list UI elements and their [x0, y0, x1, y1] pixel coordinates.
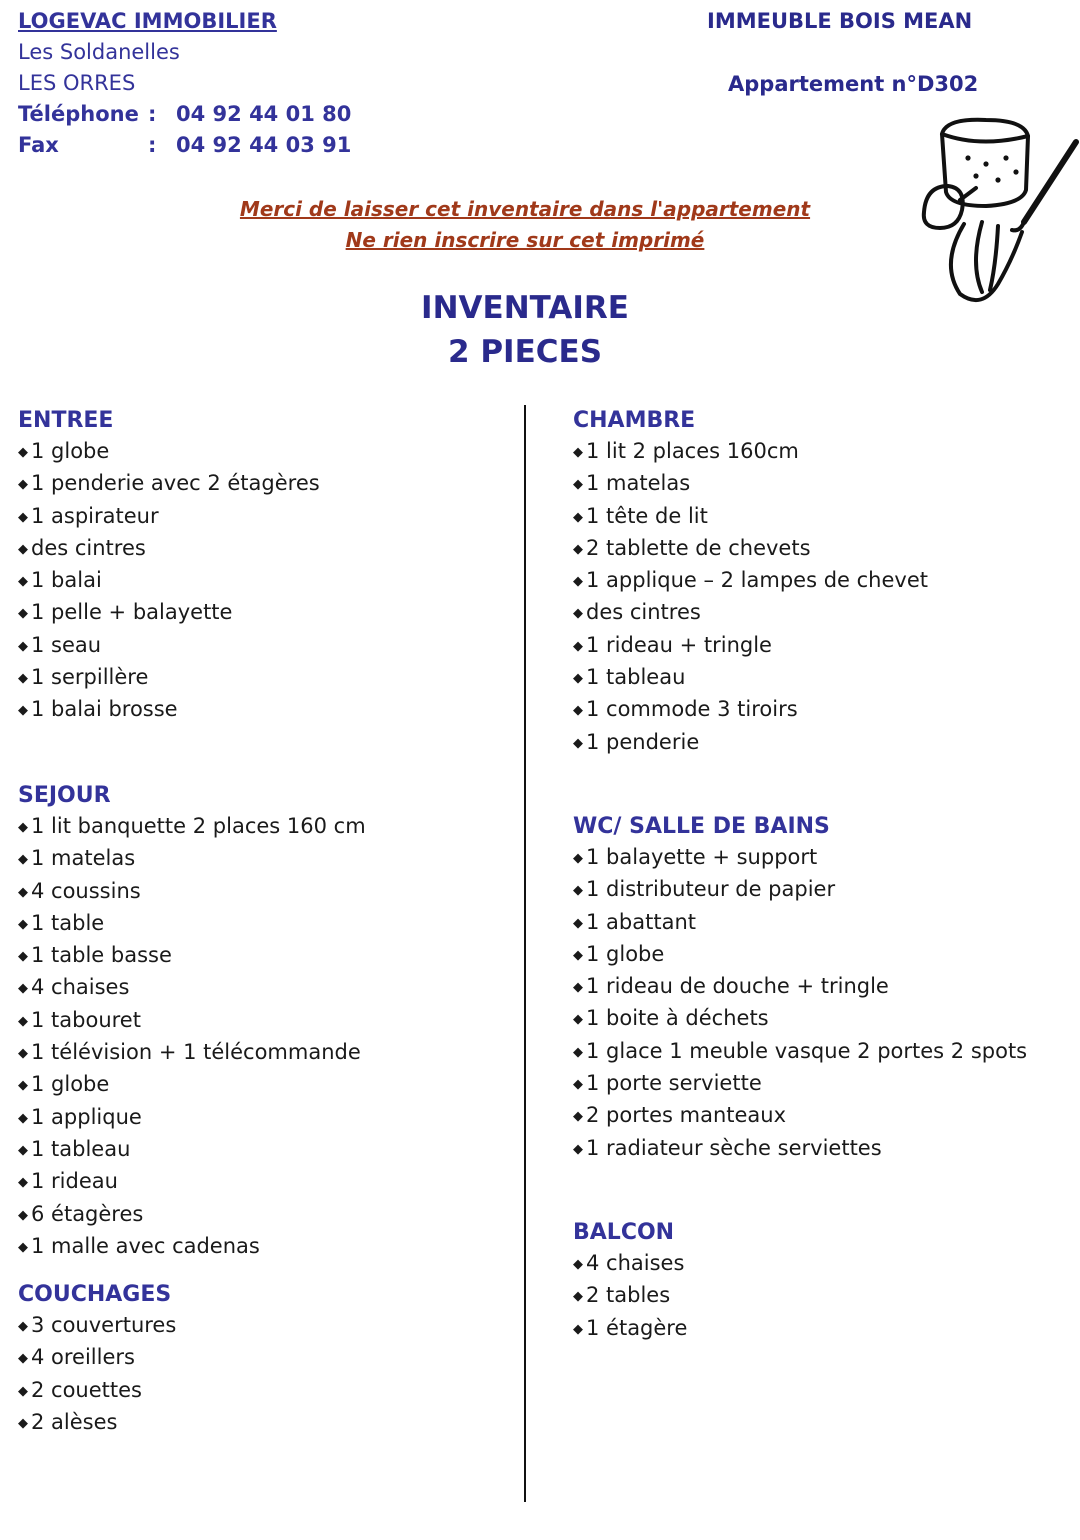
- list-item: [18, 468, 320, 500]
- phone-number: 04 92 44 01 80: [176, 102, 352, 126]
- bullet-icon: ◆: [18, 1142, 28, 1158]
- item-text: 1 lit banquette 2 places 160 cm: [31, 814, 366, 838]
- list-item: [573, 597, 928, 629]
- item-text: 4 chaises: [586, 1251, 685, 1275]
- phone-label: Téléphone: [18, 102, 139, 126]
- bullet-icon: ◆: [573, 1044, 583, 1060]
- fax-number: 04 92 44 03 91: [176, 133, 352, 157]
- company-name: LOGEVAC IMMOBILIER: [18, 9, 277, 33]
- list-item: [18, 1102, 366, 1134]
- list-item: [573, 565, 928, 597]
- list-item: [18, 1342, 176, 1374]
- item-text: 1 table basse: [31, 943, 172, 968]
- bullet-icon: ◆: [18, 1046, 28, 1062]
- bullet-icon: ◆: [573, 1321, 583, 1337]
- bullet-icon: ◆: [573, 445, 583, 460]
- bullet-icon: ◆: [18, 981, 28, 997]
- item-text: 2 tables: [586, 1283, 671, 1308]
- fax-separator: :: [148, 133, 157, 157]
- list-item: [573, 1036, 1027, 1068]
- list-item: [573, 1280, 687, 1312]
- list-item: [18, 1037, 366, 1069]
- item-text: 1 table: [31, 910, 105, 935]
- company-address-line2: LES ORRES: [18, 71, 136, 95]
- list-item: [18, 1134, 366, 1166]
- company-address-line1: Les Soldanelles: [18, 40, 180, 64]
- item-text: 1 tableau: [31, 1136, 131, 1161]
- bullet-icon: ◆: [18, 509, 28, 525]
- item-text: 1 distributeur de papier: [586, 877, 836, 902]
- list-item: [18, 597, 320, 629]
- section-title: ENTREE: [18, 408, 114, 433]
- list-item: [18, 662, 320, 694]
- list-item: [18, 1375, 176, 1407]
- list-item: [18, 811, 366, 843]
- list-item: [18, 1069, 366, 1101]
- section-wc: [573, 811, 1027, 1165]
- item-text: 1 abattant: [586, 909, 696, 934]
- list-item: [573, 907, 1027, 939]
- item-text: 1 globe: [586, 941, 665, 966]
- bullet-icon: ◆: [573, 509, 583, 525]
- item-text: 1 serpillère: [31, 665, 149, 690]
- section-title: BALCON: [573, 1220, 675, 1245]
- list-item: [573, 468, 928, 500]
- list-item: [573, 727, 928, 759]
- list-item: [573, 501, 928, 533]
- item-text: 1 penderie avec 2 étagères: [31, 471, 320, 496]
- bullet-icon: ◆: [18, 949, 28, 965]
- item-text: 1 tabouret: [31, 1007, 141, 1032]
- section-couchages: [18, 1279, 176, 1439]
- item-text: 1 matelas: [31, 846, 136, 871]
- list-item: [18, 630, 320, 662]
- list-item: [573, 1068, 1027, 1100]
- inventory-title: INVENTAIRE: [421, 290, 629, 326]
- bullet-icon: ◆: [573, 980, 583, 996]
- apartment-number: Appartement n°D302: [728, 72, 979, 96]
- item-text: 1 seau: [31, 632, 102, 657]
- item-text: 1 aspirateur: [31, 503, 159, 528]
- item-text: 1 télévision + 1 télécommande: [31, 1040, 361, 1065]
- item-text: 1 rideau de douche + tringle: [586, 974, 889, 999]
- bullet-icon: ◆: [573, 606, 583, 622]
- section-chambre: [573, 405, 928, 759]
- bullet-icon: ◆: [573, 1257, 583, 1272]
- item-text: des cintres: [31, 535, 146, 560]
- bullet-icon: ◆: [573, 1141, 583, 1157]
- column-divider: [524, 405, 526, 1502]
- list-item: [573, 874, 1027, 906]
- bullet-icon: ◆: [18, 1383, 28, 1399]
- company-block: [18, 6, 351, 161]
- bullet-icon: ◆: [18, 1207, 28, 1223]
- bullet-icon: ◆: [573, 915, 583, 931]
- list-item: [18, 501, 320, 533]
- bullet-icon: ◆: [573, 1289, 583, 1305]
- bullet-icon: ◆: [18, 638, 28, 654]
- list-item: [18, 1199, 366, 1231]
- item-list: [573, 436, 928, 759]
- list-item: [18, 908, 366, 940]
- item-text: 1 penderie: [586, 729, 700, 754]
- list-item: [18, 972, 366, 1004]
- list-item: [573, 1133, 1027, 1165]
- bullet-icon: ◆: [18, 916, 28, 932]
- item-text: 2 alèses: [31, 1409, 118, 1434]
- bullet-icon: ◆: [573, 947, 583, 963]
- list-item: [18, 843, 366, 875]
- item-list: [18, 436, 320, 727]
- list-item: [18, 1231, 366, 1263]
- bullet-icon: ◆: [573, 477, 583, 493]
- item-list: [18, 1310, 176, 1439]
- item-text: 1 globe: [31, 1072, 110, 1097]
- item-text: 1 rideau + tringle: [586, 632, 772, 657]
- item-text: 2 tablette de chevets: [586, 535, 811, 560]
- bullet-icon: ◆: [573, 1109, 583, 1125]
- item-text: 1 étagère: [586, 1315, 688, 1340]
- bullet-icon: ◆: [18, 820, 28, 835]
- item-text: 1 balai brosse: [31, 697, 178, 722]
- item-list: [18, 811, 366, 1263]
- item-text: 4 chaises: [31, 975, 130, 1000]
- list-item: [18, 1310, 176, 1342]
- bullet-icon: ◆: [18, 1415, 28, 1431]
- list-item: [18, 1407, 176, 1439]
- bullet-icon: ◆: [18, 606, 28, 622]
- section-title: CHAMBRE: [573, 408, 696, 433]
- bullet-icon: ◆: [18, 541, 28, 557]
- item-text: des cintres: [586, 600, 701, 625]
- section-balcon: [573, 1217, 687, 1345]
- item-text: 4 coussins: [31, 878, 141, 903]
- building-name: IMMEUBLE BOIS MEAN: [707, 9, 973, 33]
- item-text: 1 porte serviette: [586, 1071, 762, 1096]
- item-text: 2 portes manteaux: [586, 1103, 787, 1128]
- list-item: [18, 436, 320, 468]
- bullet-icon: ◆: [573, 574, 583, 590]
- list-item: [573, 694, 928, 726]
- list-item: [573, 662, 928, 694]
- item-text: 1 pelle + balayette: [31, 600, 233, 625]
- list-item: [18, 940, 366, 972]
- list-item: [573, 939, 1027, 971]
- item-text: 6 étagères: [31, 1201, 144, 1226]
- list-item: [18, 1005, 366, 1037]
- list-item: [573, 1313, 687, 1345]
- item-text: 1 radiateur sèche serviettes: [586, 1135, 882, 1160]
- bullet-icon: ◆: [18, 1239, 28, 1255]
- bullet-icon: ◆: [573, 1012, 583, 1028]
- bullet-icon: ◆: [18, 671, 28, 687]
- bullet-icon: ◆: [18, 852, 28, 868]
- item-text: 1 malle avec cadenas: [31, 1233, 260, 1258]
- bullet-icon: ◆: [18, 1078, 28, 1094]
- list-item: [573, 1003, 1027, 1035]
- item-text: 4 oreillers: [31, 1345, 135, 1370]
- bullet-icon: ◆: [18, 703, 28, 719]
- bullet-icon: ◆: [18, 1175, 28, 1191]
- inventory-subtitle: 2 PIECES: [447, 334, 603, 370]
- phone-row: [18, 99, 351, 130]
- bullet-icon: ◆: [573, 1077, 583, 1093]
- item-text: 1 glace 1 meuble vasque 2 portes 2 spots: [586, 1038, 1028, 1063]
- item-list: [573, 842, 1027, 1165]
- list-item: [573, 1100, 1027, 1132]
- section-title: WC/ SALLE DE BAINS: [573, 814, 830, 839]
- item-text: 1 balayette + support: [586, 845, 818, 869]
- item-text: 1 matelas: [586, 471, 691, 496]
- list-item: [573, 533, 928, 565]
- list-item: [18, 565, 320, 597]
- bullet-icon: ◆: [18, 1013, 28, 1029]
- bullet-icon: ◆: [573, 541, 583, 557]
- bullet-icon: ◆: [18, 1110, 28, 1126]
- list-item: [18, 694, 320, 726]
- bullet-icon: ◆: [573, 851, 583, 866]
- item-text: 1 applique: [31, 1104, 142, 1129]
- bullet-icon: ◆: [18, 574, 28, 590]
- list-item: [18, 1166, 366, 1198]
- bullet-icon: ◆: [573, 735, 583, 751]
- fax-row: [18, 130, 351, 161]
- section-title: COUCHAGES: [18, 1282, 172, 1307]
- notice-line-1: Merci de laisser cet inventaire dans l'appartement: [239, 197, 811, 221]
- fax-label: Fax: [18, 133, 59, 157]
- section-entree: [18, 405, 320, 727]
- notice-line-2: Ne rien inscrire sur cet imprimé: [345, 228, 705, 252]
- list-item: [573, 436, 928, 468]
- item-text: 1 globe: [31, 439, 110, 463]
- bullet-icon: ◆: [573, 671, 583, 687]
- item-text: 2 couettes: [31, 1377, 142, 1402]
- item-text: 1 balai: [31, 568, 102, 593]
- bullet-icon: ◆: [18, 445, 28, 460]
- item-list: [573, 1248, 687, 1345]
- list-item: [18, 876, 366, 908]
- item-text: 1 boite à déchets: [586, 1006, 769, 1031]
- list-item: [18, 533, 320, 565]
- bullet-icon: ◆: [573, 703, 583, 719]
- phone-separator: :: [148, 102, 157, 126]
- bullet-icon: ◆: [18, 477, 28, 493]
- item-text: 1 rideau: [31, 1169, 118, 1194]
- section-sejour: [18, 780, 366, 1263]
- item-text: 1 applique – 2 lampes de chevet: [586, 568, 928, 593]
- list-item: [573, 842, 1027, 874]
- bullet-icon: ◆: [573, 883, 583, 899]
- item-text: 1 lit 2 places 160cm: [586, 439, 799, 463]
- item-text: 3 couvertures: [31, 1313, 177, 1337]
- item-text: 1 tableau: [586, 665, 686, 690]
- item-text: 1 commode 3 tiroirs: [586, 697, 798, 722]
- list-item: [573, 971, 1027, 1003]
- list-item: [573, 630, 928, 662]
- bullet-icon: ◆: [18, 1319, 28, 1334]
- list-item: [573, 1248, 687, 1280]
- bullet-icon: ◆: [573, 638, 583, 654]
- item-text: 1 tête de lit: [586, 503, 708, 528]
- bullet-icon: ◆: [18, 1351, 28, 1367]
- section-title: SEJOUR: [18, 783, 111, 808]
- bullet-icon: ◆: [18, 884, 28, 900]
